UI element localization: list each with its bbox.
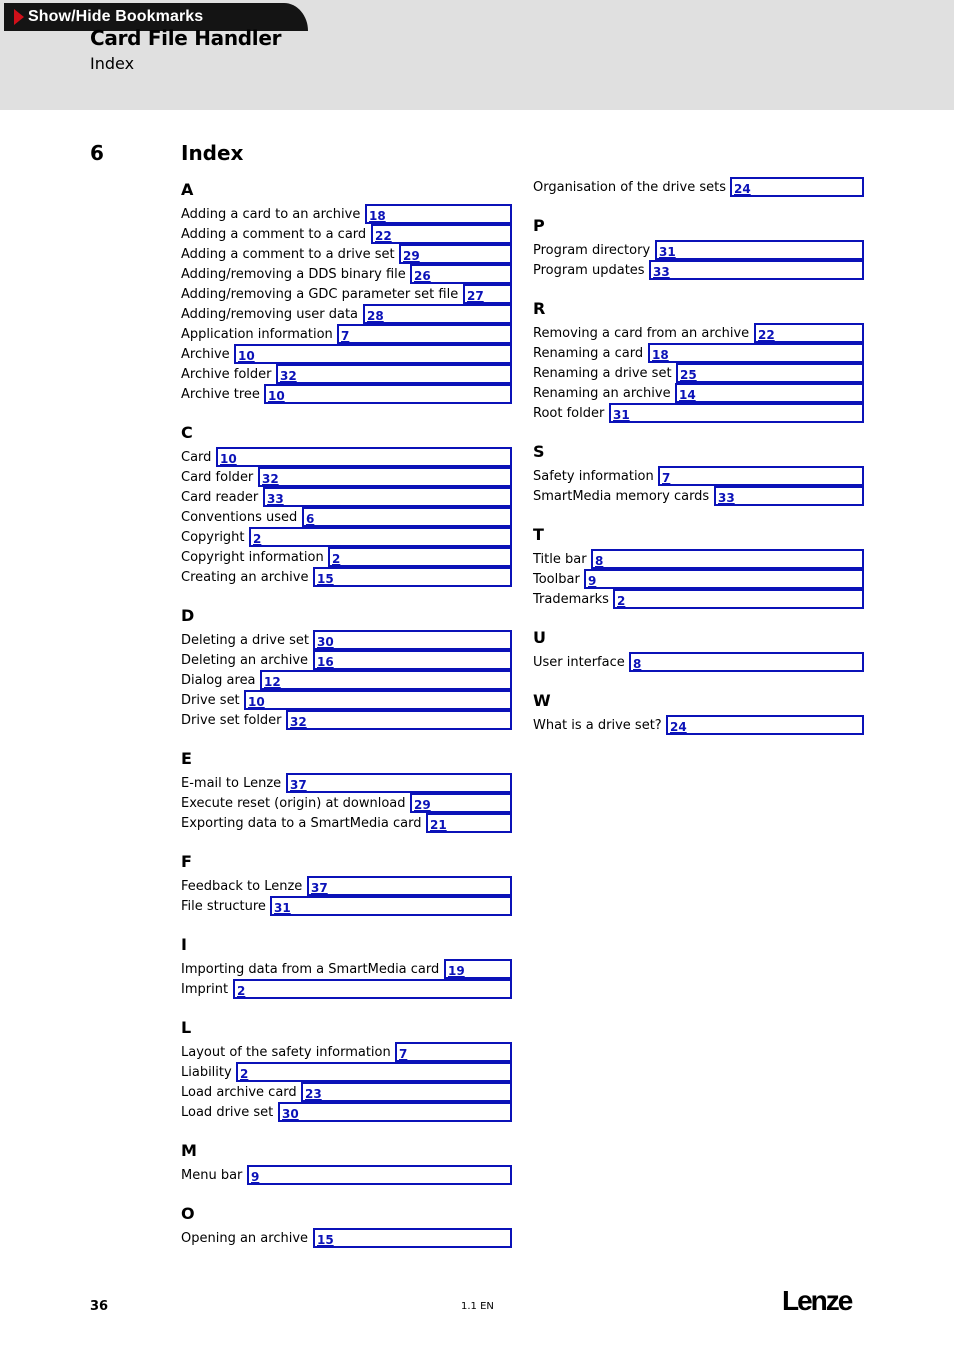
index-entry	[181, 364, 512, 384]
page-link[interactable]	[313, 650, 512, 670]
index-term: Deleting a drive set	[181, 633, 309, 648]
index-entry	[181, 876, 512, 896]
page-link-number: 22	[758, 328, 775, 342]
index-term: Opening an archive	[181, 1231, 309, 1246]
index-letter-heading: L	[181, 1018, 192, 1037]
page-link[interactable]	[675, 383, 864, 403]
page-link[interactable]	[233, 979, 512, 999]
index-entry	[181, 1042, 512, 1062]
page-link-number: 15	[317, 1233, 334, 1247]
lenze-logo: Lenze	[782, 1285, 852, 1316]
page-link[interactable]	[410, 264, 512, 284]
index-term: Dialog area	[181, 673, 256, 688]
index-entry	[181, 447, 512, 467]
index-entry	[533, 715, 864, 735]
document-version: 1.1 EN	[461, 1301, 494, 1312]
index-term: Card	[181, 450, 212, 465]
index-term: Application information	[181, 327, 333, 342]
page-link-number: 19	[448, 964, 465, 978]
index-term: Removing a card from an archive	[533, 326, 750, 341]
page-link-number: 37	[290, 778, 307, 792]
page-link[interactable]	[463, 284, 512, 304]
index-letter-heading: E	[181, 749, 192, 768]
page-link-number: 10	[238, 349, 255, 363]
index-term: Renaming an archive	[533, 386, 671, 401]
index-entry	[533, 260, 864, 280]
page-link-number: 6	[306, 512, 315, 526]
page-link[interactable]	[591, 549, 864, 569]
page-link-number: 33	[718, 491, 735, 505]
page-link-number: 14	[679, 388, 696, 402]
index-term: Card folder	[181, 470, 254, 485]
page-link-number: 7	[662, 471, 671, 485]
page-link-number: 26	[414, 269, 431, 283]
page-link-number: 18	[369, 209, 386, 223]
index-term: File structure	[181, 899, 266, 914]
page-link[interactable]	[655, 240, 864, 260]
index-term: What is a drive set?	[533, 718, 662, 733]
page-link[interactable]	[301, 1082, 512, 1102]
index-term: Renaming a card	[533, 346, 644, 361]
index-term: Title bar	[533, 552, 587, 567]
page-link-number: 24	[734, 182, 751, 196]
index-term: Renaming a drive set	[533, 366, 672, 381]
page-link[interactable]	[337, 324, 512, 344]
index-entry	[181, 773, 512, 793]
page-link[interactable]	[444, 959, 512, 979]
index-term: Archive tree	[181, 387, 260, 402]
page-link[interactable]	[307, 876, 512, 896]
page-link-number: 2	[617, 594, 626, 608]
index-entry	[181, 650, 512, 670]
page-link-number: 22	[375, 229, 392, 243]
index-term: Creating an archive	[181, 570, 309, 585]
page-link-number: 29	[403, 249, 420, 263]
page-link-number: 24	[670, 720, 687, 734]
index-letter-heading: F	[181, 852, 192, 871]
index-term: Exporting data to a SmartMedia card	[181, 816, 422, 831]
index-term: Adding/removing a GDC parameter set file	[181, 287, 459, 302]
index-term: Feedback to Lenze	[181, 879, 303, 894]
page-link-number: 33	[267, 492, 284, 506]
index-entry	[181, 793, 512, 813]
index-term: Imprint	[181, 982, 229, 997]
page-link[interactable]	[302, 507, 512, 527]
index-term: Card reader	[181, 490, 259, 505]
index-letter-heading: O	[181, 1204, 195, 1223]
chapter-number: 6	[90, 141, 104, 165]
index-letter-heading: C	[181, 423, 193, 442]
page-link-number: 8	[633, 657, 642, 671]
page-number: 36	[90, 1299, 109, 1314]
page-link-number: 7	[341, 329, 350, 343]
index-entry	[533, 589, 864, 609]
page-link-number: 8	[595, 554, 604, 568]
page-link-number: 25	[680, 368, 697, 382]
page-link[interactable]	[730, 177, 864, 197]
index-term: Conventions used	[181, 510, 298, 525]
index-letter-heading: A	[181, 180, 194, 199]
page-link-number: 9	[588, 574, 597, 588]
page-link[interactable]	[234, 344, 512, 364]
page-link[interactable]	[649, 260, 864, 280]
page-link[interactable]	[260, 670, 512, 690]
index-entry	[181, 813, 512, 833]
index-term: SmartMedia memory cards	[533, 489, 710, 504]
index-entry	[181, 979, 512, 999]
index-entry	[181, 204, 512, 224]
index-entry	[181, 630, 512, 650]
index-term: Organisation of the drive sets	[533, 180, 726, 195]
page-link[interactable]	[264, 384, 512, 404]
index-letter-heading: R	[533, 299, 546, 318]
index-term: Drive set folder	[181, 713, 282, 728]
page-link[interactable]	[313, 1228, 512, 1248]
page-link[interactable]	[286, 773, 512, 793]
page-link[interactable]	[676, 363, 864, 383]
index-term: E-mail to Lenze	[181, 776, 282, 791]
index-entry	[181, 244, 512, 264]
page-link-number: 21	[430, 818, 447, 832]
index-term: Archive	[181, 347, 230, 362]
page-link-number: 27	[467, 289, 484, 303]
page-link[interactable]	[395, 1042, 512, 1062]
page-link[interactable]	[247, 1165, 512, 1185]
play-arrow-icon	[14, 9, 24, 25]
index-term: Adding/removing a DDS binary file	[181, 267, 406, 282]
index-entry	[181, 304, 512, 324]
page-link-number: 31	[659, 245, 676, 259]
index-letter-heading: M	[181, 1141, 197, 1160]
page-link[interactable]	[666, 715, 864, 735]
index-letter-heading: P	[533, 216, 545, 235]
index-entry	[533, 403, 864, 423]
index-term: Execute reset (origin) at download	[181, 796, 406, 811]
index-term: Adding/removing user data	[181, 307, 359, 322]
index-entry	[181, 959, 512, 979]
index-entry	[181, 507, 512, 527]
chapter-title: Index	[181, 141, 244, 165]
index-term: Trademarks	[533, 592, 609, 607]
index-letter-heading: I	[181, 935, 187, 954]
index-entry	[181, 670, 512, 690]
page-link-number: 2	[237, 984, 246, 998]
page-link[interactable]	[629, 652, 864, 672]
page-link[interactable]	[410, 793, 512, 813]
page-link-number: 32	[290, 715, 307, 729]
index-term: Deleting an archive	[181, 653, 309, 668]
page-link[interactable]	[371, 224, 512, 244]
page-link[interactable]	[313, 567, 512, 587]
page-link[interactable]	[426, 813, 512, 833]
page-link-number: 23	[305, 1087, 322, 1101]
index-entry	[533, 383, 864, 403]
index-entry	[181, 224, 512, 244]
page-link[interactable]	[363, 304, 512, 324]
index-entry	[533, 652, 864, 672]
index-entry	[181, 344, 512, 364]
index-entry	[181, 1082, 512, 1102]
page-link-number: 12	[264, 675, 281, 689]
document-title: Card File Handler	[90, 26, 282, 50]
page-link[interactable]	[236, 1062, 512, 1082]
index-entry	[181, 284, 512, 304]
page-link[interactable]	[258, 467, 512, 487]
index-entry	[533, 363, 864, 383]
index-entry	[181, 527, 512, 547]
index-term: Root folder	[533, 406, 605, 421]
index-term: Load archive card	[181, 1085, 297, 1100]
index-term: Copyright	[181, 530, 245, 545]
bookmarks-button-label: Show/Hide Bookmarks	[28, 8, 204, 25]
index-entry	[181, 567, 512, 587]
page-link-number: 10	[220, 452, 237, 466]
index-entry	[533, 343, 864, 363]
index-term: Layout of the safety information	[181, 1045, 391, 1060]
index-letter-heading: T	[533, 525, 544, 544]
index-entry	[181, 264, 512, 284]
page-link-number: 31	[613, 408, 630, 422]
index-term: Drive set	[181, 693, 240, 708]
index-entry	[181, 324, 512, 344]
index-entry	[181, 690, 512, 710]
index-term: Load drive set	[181, 1105, 274, 1120]
index-entry	[181, 1062, 512, 1082]
page-link[interactable]	[313, 630, 512, 650]
page-link[interactable]	[328, 547, 512, 567]
page-link[interactable]	[286, 710, 512, 730]
page-link[interactable]	[613, 589, 864, 609]
index-letter-heading: U	[533, 628, 546, 647]
index-term: Program updates	[533, 263, 645, 278]
page-link[interactable]	[658, 466, 864, 486]
page-link-number: 9	[251, 1170, 260, 1184]
page-link[interactable]	[365, 204, 512, 224]
page-link-number: 16	[317, 655, 334, 669]
page-link-number: 28	[367, 309, 384, 323]
page-link[interactable]	[648, 343, 864, 363]
index-entry	[533, 549, 864, 569]
index-term: Archive folder	[181, 367, 272, 382]
index-term: Copyright information	[181, 550, 324, 565]
page-link-number: 33	[653, 265, 670, 279]
page-link[interactable]	[276, 364, 512, 384]
index-letter-heading: S	[533, 442, 545, 461]
index-term: Safety information	[533, 469, 654, 484]
page-link-number: 2	[253, 532, 262, 546]
page-link-number: 31	[274, 901, 291, 915]
index-letter-heading: W	[533, 691, 551, 710]
page-link[interactable]	[270, 896, 512, 916]
index-entry	[533, 569, 864, 589]
index-entry	[533, 486, 864, 506]
page-link[interactable]	[609, 403, 864, 423]
index-entry	[181, 1228, 512, 1248]
index-term: Importing data from a SmartMedia card	[181, 962, 440, 977]
index-entry	[181, 1165, 512, 1185]
page-link[interactable]	[584, 569, 864, 589]
page-link-number: 10	[268, 389, 285, 403]
index-letter-heading: D	[181, 606, 195, 625]
index-entry	[181, 896, 512, 916]
index-term: Program directory	[533, 243, 651, 258]
index-entry	[533, 240, 864, 260]
page-link-number: 7	[399, 1047, 408, 1061]
page-link[interactable]	[754, 323, 864, 343]
index-entry	[533, 177, 864, 197]
page-link-number: 30	[282, 1107, 299, 1121]
page-link-number: 2	[240, 1067, 249, 1081]
index-entry	[181, 384, 512, 404]
index-term: Adding a comment to a drive set	[181, 247, 395, 262]
page-link[interactable]	[216, 447, 512, 467]
document-subtitle: Index	[90, 54, 135, 73]
index-term: Toolbar	[533, 572, 580, 587]
index-entry	[181, 1102, 512, 1122]
page-link[interactable]	[399, 244, 512, 264]
index-entry	[533, 323, 864, 343]
page-link[interactable]	[244, 690, 512, 710]
page-link-number: 29	[414, 798, 431, 812]
page-link-number: 18	[652, 348, 669, 362]
index-term: Adding a card to an archive	[181, 207, 361, 222]
page-link-number: 37	[311, 881, 328, 895]
index-term: Adding a comment to a card	[181, 227, 367, 242]
page-link[interactable]	[263, 487, 512, 507]
page-link-number: 2	[332, 552, 341, 566]
index-term: Menu bar	[181, 1168, 243, 1183]
index-entry	[181, 547, 512, 567]
page-link[interactable]	[278, 1102, 512, 1122]
index-entry	[181, 467, 512, 487]
index-entry	[533, 466, 864, 486]
index-term: User interface	[533, 655, 625, 670]
page-link[interactable]	[249, 527, 512, 547]
index-term: Liability	[181, 1065, 232, 1080]
page-link-number: 32	[280, 369, 297, 383]
page-link-number: 15	[317, 572, 334, 586]
page-link-number: 32	[262, 472, 279, 486]
index-entry	[181, 710, 512, 730]
page-link[interactable]	[714, 486, 864, 506]
index-entry	[181, 487, 512, 507]
page-link-number: 30	[317, 635, 334, 649]
page-link-number: 10	[248, 695, 265, 709]
